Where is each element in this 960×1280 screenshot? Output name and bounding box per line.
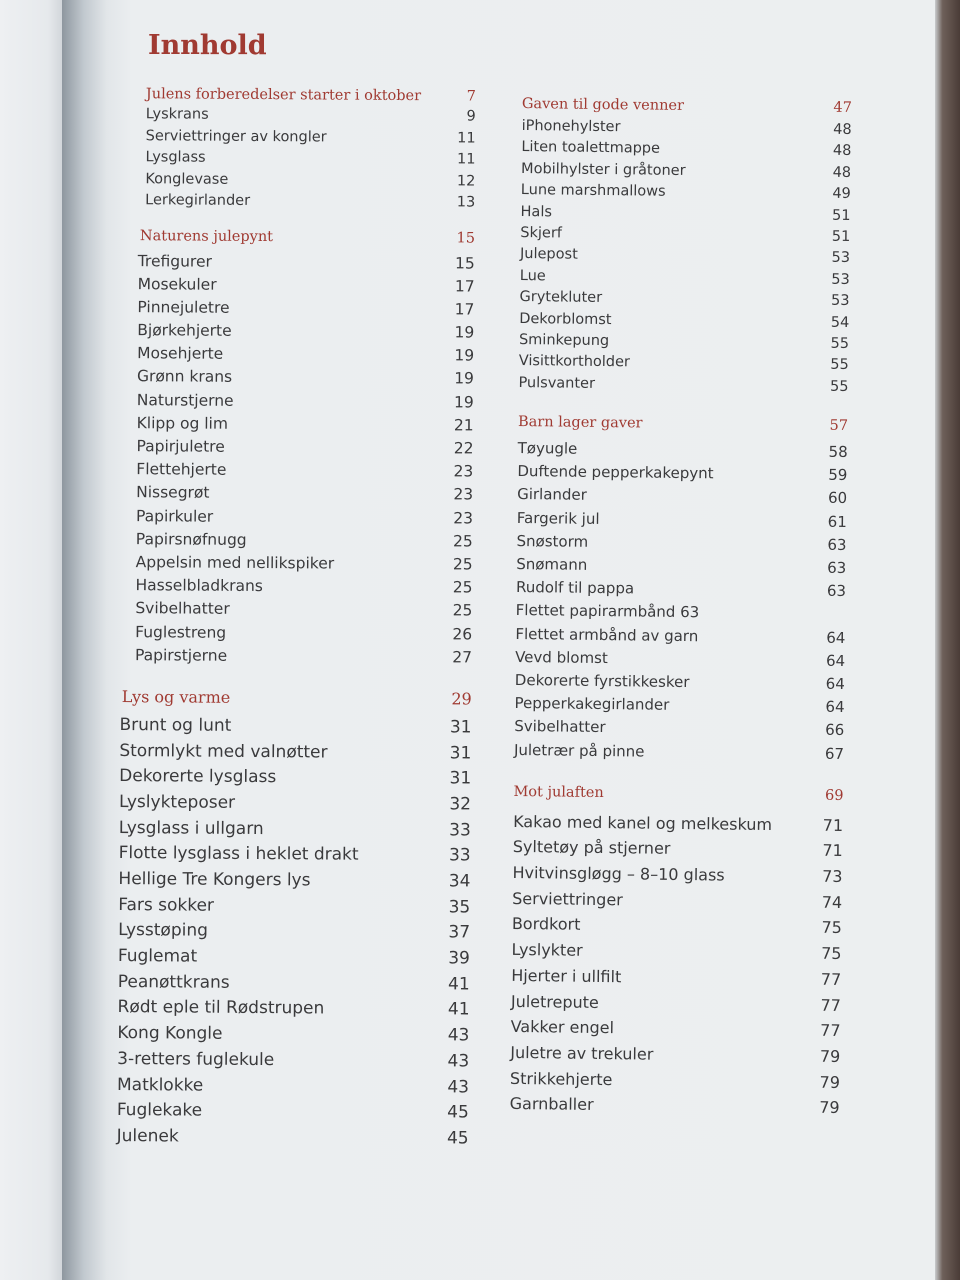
section-heading-page: 57 bbox=[829, 417, 849, 435]
toc-entry bbox=[136, 530, 473, 556]
entry-label: Flettehjerte bbox=[136, 460, 227, 479]
section-heading-page: 15 bbox=[456, 229, 476, 247]
entry-page: 74 bbox=[821, 892, 843, 912]
entry-label: Lyslykter bbox=[511, 940, 583, 960]
toc-entry bbox=[137, 391, 474, 417]
entry-label: Lysstøping bbox=[118, 920, 209, 942]
entry-page: 64 bbox=[825, 697, 845, 717]
toc-entry bbox=[118, 895, 470, 923]
toc-entry bbox=[136, 507, 473, 533]
entry-page: 32 bbox=[449, 794, 472, 815]
entry-page: 19 bbox=[454, 392, 474, 412]
entry-page: 39 bbox=[448, 948, 470, 969]
entry-page: 25 bbox=[452, 578, 473, 597]
entry-page: 11 bbox=[457, 129, 476, 147]
entry-label: Naturstjerne bbox=[136, 390, 234, 410]
entry-page: 48 bbox=[832, 164, 852, 181]
toc-entry bbox=[145, 149, 475, 173]
entry-label: Flotte lysglass i heklet drakt bbox=[118, 843, 359, 866]
entry-label: Hjerter i ullfilt bbox=[511, 965, 622, 987]
entry-page: 64 bbox=[825, 674, 845, 693]
entry-page: 66 bbox=[825, 721, 845, 740]
toc-section bbox=[518, 96, 852, 400]
entry-page: 67 bbox=[824, 744, 845, 763]
entry-page: 23 bbox=[453, 462, 474, 481]
entry-label: Lyslykteposer bbox=[118, 791, 236, 813]
toc-entry bbox=[118, 946, 470, 974]
entry-label: Flettet papirarmbånd 63 bbox=[515, 601, 700, 622]
entry-page: 43 bbox=[447, 1025, 470, 1046]
entry-label: Vevd blomst bbox=[515, 647, 608, 667]
toc-entry bbox=[510, 1017, 840, 1047]
entry-page: 33 bbox=[448, 845, 471, 866]
section-heading-page: 29 bbox=[451, 689, 472, 709]
toc-entry bbox=[117, 997, 469, 1025]
entry-label: Fuglestreng bbox=[135, 622, 227, 642]
toc-entry bbox=[118, 920, 470, 948]
entry-label: 3-retters fuglekule bbox=[117, 1048, 275, 1070]
toc-entry bbox=[119, 792, 471, 820]
toc-entry bbox=[145, 192, 475, 216]
entry-label: Grytekluter bbox=[519, 289, 603, 307]
page-edge-shadow bbox=[935, 0, 960, 1280]
entry-page: 77 bbox=[820, 1020, 841, 1041]
entry-label: Papirjuletre bbox=[136, 437, 225, 456]
toc-entry bbox=[117, 1126, 469, 1154]
entry-page: 73 bbox=[822, 866, 843, 887]
section-heading bbox=[140, 228, 475, 254]
entry-page: 45 bbox=[447, 1102, 469, 1123]
entry-page: 75 bbox=[821, 918, 842, 938]
entry-label: Syltetøy på stjerner bbox=[512, 837, 671, 859]
entry-label: Garnballer bbox=[509, 1094, 594, 1115]
toc-entry bbox=[137, 368, 474, 394]
entry-page: 71 bbox=[822, 841, 843, 861]
entry-label: Mosekuler bbox=[137, 274, 217, 294]
entry-page: 63 bbox=[826, 581, 847, 601]
entry-page: 41 bbox=[447, 999, 470, 1020]
entry-label: Serviettringer bbox=[512, 888, 623, 910]
entry-page: 43 bbox=[447, 1076, 470, 1097]
entry-page: 23 bbox=[453, 508, 474, 528]
entry-label: Visittkortholder bbox=[518, 353, 631, 371]
toc-entry bbox=[137, 298, 474, 324]
section-heading-title: Lys og varme bbox=[121, 686, 231, 707]
entry-label: Pepperkakegirlander bbox=[514, 694, 670, 714]
entry-label: Mosehjerte bbox=[137, 344, 224, 364]
entry-label: Konglevase bbox=[145, 170, 229, 188]
toc-entry bbox=[137, 414, 474, 440]
entry-page: 48 bbox=[833, 121, 852, 139]
entry-label: Juletrepute bbox=[510, 991, 599, 1012]
entry-label: Snøstorm bbox=[516, 531, 589, 551]
entry-page: 55 bbox=[829, 378, 849, 395]
entry-label: Matklokke bbox=[116, 1074, 204, 1096]
toc-entry bbox=[136, 437, 473, 463]
toc-entry bbox=[119, 766, 471, 794]
toc-entry bbox=[118, 972, 470, 1000]
section-heading-page: 47 bbox=[833, 99, 852, 117]
entry-page: 79 bbox=[819, 1046, 841, 1066]
entry-page: 19 bbox=[454, 346, 475, 365]
toc-entry bbox=[511, 991, 841, 1021]
toc-entry bbox=[135, 623, 472, 649]
toc-column-left bbox=[109, 86, 476, 1154]
entry-page: 25 bbox=[453, 532, 473, 551]
entry-page: 37 bbox=[448, 922, 471, 943]
toc-entry bbox=[513, 812, 843, 842]
entry-label: Trefigurer bbox=[137, 251, 212, 271]
entry-page: 13 bbox=[456, 194, 476, 211]
entry-page: 43 bbox=[447, 1051, 470, 1072]
toc-entry bbox=[119, 843, 471, 871]
entry-label: Bjørkehjerte bbox=[137, 321, 232, 340]
entry-page: 33 bbox=[449, 819, 471, 841]
entry-page: 15 bbox=[454, 253, 475, 273]
entry-label: Nissegrøt bbox=[136, 483, 210, 503]
entry-page: 31 bbox=[449, 742, 472, 764]
entry-label: Lerkegirlander bbox=[145, 192, 251, 209]
entry-label: Flettet armbånd av garn bbox=[515, 624, 699, 645]
entry-label: Lune marshmallows bbox=[520, 182, 666, 200]
entry-label: Tøyugle bbox=[517, 439, 578, 458]
toc-entry bbox=[510, 1069, 840, 1099]
section-heading bbox=[513, 784, 843, 816]
entry-label: Hellige Tre Kongers lys bbox=[118, 869, 311, 891]
entry-label: Fuglekake bbox=[116, 1100, 203, 1121]
entry-page: 77 bbox=[820, 995, 842, 1015]
entry-label: Strikkehjerte bbox=[509, 1068, 613, 1089]
entry-label: Serviettringer av kongler bbox=[145, 127, 327, 145]
entry-page: 53 bbox=[830, 292, 850, 310]
entry-label: Pulsvanter bbox=[518, 374, 596, 392]
toc-section bbox=[514, 414, 848, 768]
section-heading-title: Mot julaften bbox=[513, 783, 604, 801]
entry-page: 26 bbox=[452, 624, 473, 643]
entry-label: Svibelhatter bbox=[135, 599, 230, 619]
entry-label: Lysglass bbox=[145, 149, 206, 166]
entry-label: Klipp og lim bbox=[136, 413, 229, 433]
entry-page: 48 bbox=[832, 143, 852, 160]
toc-entry bbox=[136, 553, 473, 579]
entry-label: Fargerik jul bbox=[516, 508, 600, 528]
toc-entry bbox=[136, 484, 473, 510]
toc-entry bbox=[135, 646, 472, 672]
entry-page: 51 bbox=[831, 228, 851, 245]
entry-page: 49 bbox=[832, 185, 851, 203]
toc-entry bbox=[137, 321, 474, 347]
entry-label: Girlander bbox=[517, 485, 587, 505]
entry-label: Skjerf bbox=[520, 224, 563, 242]
toc-entry bbox=[135, 576, 472, 602]
toc-entry bbox=[512, 863, 842, 893]
toc-entry bbox=[146, 128, 476, 152]
entry-page: 59 bbox=[828, 466, 848, 485]
entry-label: Juletrær på pinne bbox=[513, 740, 645, 761]
toc-entry bbox=[512, 914, 842, 944]
section-heading-page: 69 bbox=[824, 787, 844, 804]
toc-entry bbox=[512, 889, 842, 919]
entry-page: 25 bbox=[452, 601, 473, 620]
entry-label: Sminkepung bbox=[518, 331, 610, 349]
entry-label: Stormlykt med valnøtter bbox=[119, 740, 328, 763]
entry-page: 31 bbox=[449, 717, 472, 738]
entry-label: Dekorblomst bbox=[519, 310, 612, 328]
toc-entry bbox=[138, 252, 475, 278]
entry-label: Hals bbox=[520, 203, 553, 220]
entry-page: 60 bbox=[827, 489, 848, 508]
entry-page: 27 bbox=[452, 648, 473, 667]
entry-label: Fuglemat bbox=[117, 946, 198, 967]
toc-entry bbox=[146, 106, 476, 130]
entry-label: Pinnejuletre bbox=[137, 298, 230, 317]
entry-label: Papirsnøfnugg bbox=[135, 529, 247, 549]
section-heading-page: 7 bbox=[466, 88, 476, 105]
toc-entry bbox=[117, 1075, 469, 1103]
entry-page: 21 bbox=[453, 416, 474, 435]
entry-page: 17 bbox=[454, 300, 475, 319]
entry-label: Liten toalettmappe bbox=[521, 139, 661, 158]
entry-label: iPhonehylster bbox=[521, 117, 621, 136]
toc-column-right bbox=[509, 96, 851, 1124]
entry-label: Appelsin med nellikspiker bbox=[135, 553, 335, 573]
entry-label: Dekorerte fyrstikkesker bbox=[514, 670, 690, 692]
toc-entry bbox=[119, 741, 471, 769]
entry-page: 34 bbox=[448, 871, 471, 892]
toc-entry bbox=[510, 1043, 840, 1073]
section-heading-title: Barn lager gaver bbox=[517, 414, 643, 432]
toc-section bbox=[112, 227, 475, 671]
entry-page: 31 bbox=[449, 768, 472, 789]
entry-page: 25 bbox=[452, 555, 473, 574]
section-heading bbox=[146, 86, 476, 108]
page-title: Innhold bbox=[148, 30, 267, 61]
toc-entry bbox=[117, 1100, 469, 1128]
entry-page: 75 bbox=[821, 943, 842, 964]
toc-entry bbox=[135, 599, 472, 625]
toc-entry bbox=[511, 966, 841, 996]
entry-page: 53 bbox=[831, 271, 850, 288]
entry-label: Hvitvinsgløgg – 8–10 glass bbox=[512, 863, 725, 885]
section-heading-title: Naturens julepynt bbox=[139, 227, 274, 245]
entry-label: Rudolf til pappa bbox=[515, 578, 635, 598]
toc-section bbox=[109, 687, 472, 1154]
entry-page: 19 bbox=[454, 323, 475, 342]
entry-page: 58 bbox=[828, 442, 848, 462]
entry-page: 51 bbox=[832, 207, 851, 224]
toc-entry bbox=[518, 375, 848, 400]
entry-page: 63 bbox=[827, 558, 847, 578]
entry-page: 54 bbox=[830, 314, 850, 331]
entry-page: 64 bbox=[826, 628, 846, 647]
toc-entry bbox=[117, 1023, 469, 1051]
toc-entry bbox=[145, 171, 475, 195]
toc-entry bbox=[118, 869, 470, 897]
toc-entry bbox=[119, 818, 471, 846]
entry-label: Juletre av trekuler bbox=[510, 1042, 654, 1064]
entry-label: Papirkuler bbox=[135, 506, 214, 526]
entry-label: Brunt og lunt bbox=[119, 714, 232, 736]
entry-page: 9 bbox=[466, 108, 476, 125]
entry-label: Kong Kongle bbox=[117, 1023, 223, 1044]
entry-page: 23 bbox=[453, 485, 474, 504]
entry-label: Dekorerte lysglass bbox=[119, 766, 277, 788]
entry-page: 22 bbox=[453, 439, 474, 458]
section-heading-title: Gaven til gode venner bbox=[521, 96, 685, 114]
toc-entry bbox=[117, 1049, 469, 1077]
entry-label: Lysglass i ullgarn bbox=[118, 817, 264, 839]
entry-page: 19 bbox=[454, 369, 475, 388]
entry-page: 79 bbox=[819, 1097, 840, 1118]
entry-page: 77 bbox=[820, 969, 842, 989]
entry-page: 64 bbox=[825, 651, 846, 670]
toc-entry bbox=[137, 344, 474, 370]
entry-page: 12 bbox=[456, 172, 476, 190]
entry-label: Lue bbox=[519, 267, 546, 285]
entry-label: Snømann bbox=[516, 554, 588, 574]
entry-label: Peanøttkrans bbox=[117, 971, 230, 993]
toc-entry bbox=[509, 1094, 839, 1124]
entry-page: 17 bbox=[454, 277, 475, 296]
toc-entry bbox=[514, 740, 844, 767]
entry-label: Kakao med kanel og melkeskum bbox=[513, 811, 773, 834]
entry-label: Papirstjerne bbox=[134, 645, 228, 665]
entry-label: Svibelhatter bbox=[514, 717, 606, 737]
entry-label: Hasselbladkrans bbox=[135, 576, 263, 596]
toc-section bbox=[115, 86, 476, 216]
entry-page: 61 bbox=[827, 512, 847, 531]
entry-page: 71 bbox=[822, 815, 844, 835]
entry-label: Bordkort bbox=[511, 914, 581, 935]
entry-page: 45 bbox=[446, 1128, 469, 1149]
toc-entry bbox=[136, 460, 473, 486]
toc-entry bbox=[138, 275, 475, 301]
toc-entry bbox=[119, 715, 471, 743]
entry-label: Lyskrans bbox=[145, 106, 209, 123]
toc-entry bbox=[513, 837, 843, 867]
entry-label: Fars sokker bbox=[118, 894, 215, 916]
entry-page: 35 bbox=[448, 897, 471, 918]
entry-label: Mobilhylster i gråtoner bbox=[521, 160, 686, 179]
entry-page: 79 bbox=[819, 1072, 841, 1092]
entry-page: 63 bbox=[827, 535, 847, 554]
entry-label: Grønn krans bbox=[136, 367, 233, 387]
entry-label: Julenek bbox=[116, 1125, 179, 1147]
entry-page: 41 bbox=[448, 974, 470, 995]
entry-label: Rødt eple til Rødstrupen bbox=[117, 997, 325, 1019]
toc-section bbox=[509, 784, 843, 1124]
entry-page: 53 bbox=[831, 250, 851, 267]
entry-page: 11 bbox=[456, 151, 476, 168]
entry-page: 55 bbox=[830, 335, 850, 352]
section-heading bbox=[122, 687, 472, 717]
entry-page: 55 bbox=[830, 357, 849, 374]
entry-label: Julepost bbox=[519, 246, 578, 264]
entry-label: Duftende pepperkakepynt bbox=[517, 462, 714, 483]
section-heading-title: Julens forberedelser starter i oktober bbox=[145, 86, 422, 105]
toc-entry bbox=[511, 940, 841, 970]
entry-label: Vakker engel bbox=[510, 1017, 615, 1038]
